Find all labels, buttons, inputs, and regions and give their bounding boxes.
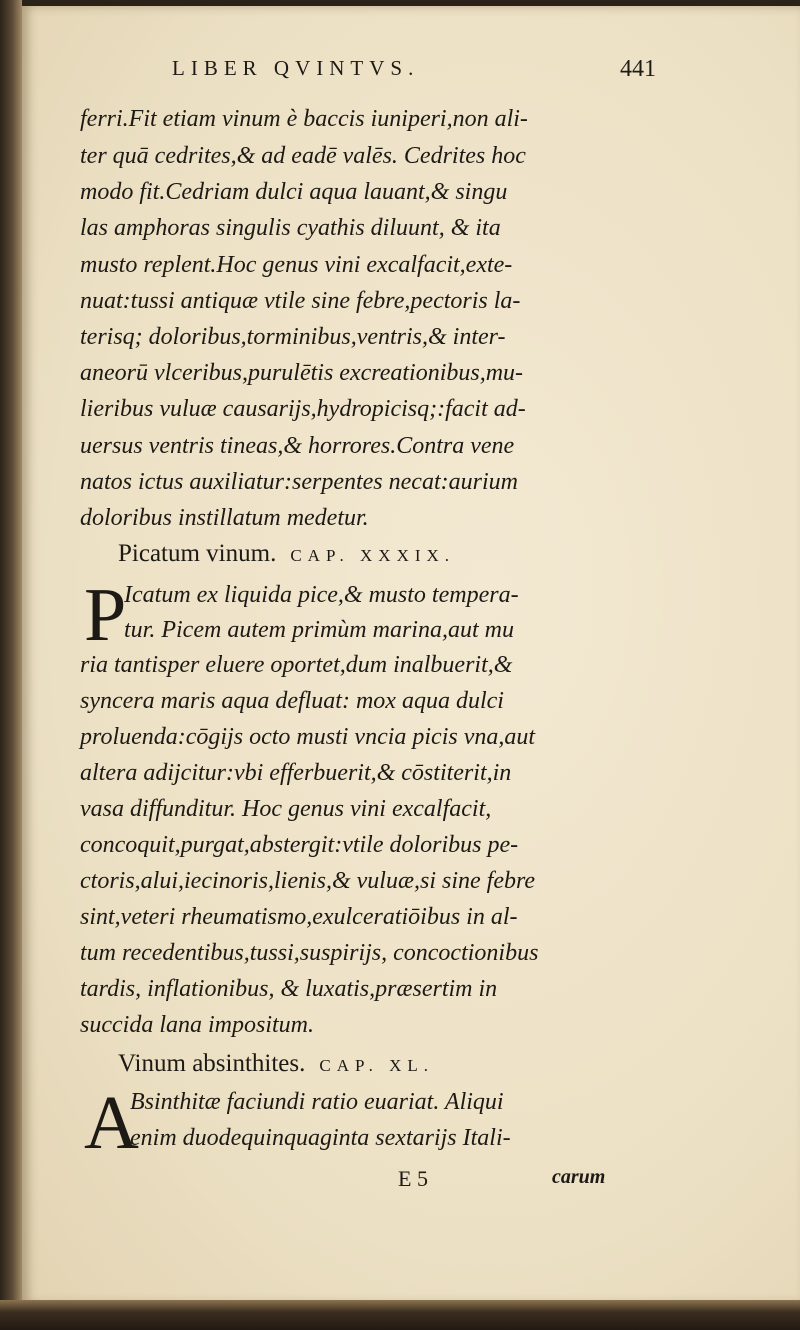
- chapter-heading: [118, 1050, 434, 1078]
- text-line: syncera maris aqua defluat: mox aqua dulci: [80, 688, 504, 714]
- text-line: doloribus instillatum medetur.: [80, 505, 369, 531]
- chapter-heading: [118, 540, 455, 568]
- text-line: Icatum ex liquida pice,& musto tempera-: [124, 582, 519, 608]
- text-line: sint,veteri rheumatismo,exulceratiōibus in al-: [80, 904, 518, 930]
- page-bottom-edge: [0, 1300, 800, 1330]
- text-line: tardis, inflationibus, & luxatis,præsertim in: [80, 976, 498, 1002]
- text-line: terisq; doloribus,torminibus,ventris,& inter-: [80, 324, 506, 350]
- chapter-title: Picatum vinum.: [118, 540, 277, 567]
- text-line: modo fit.Cedriam dulci aqua lauant,& singu: [80, 179, 508, 205]
- text-line: Bsinthitæ faciundi ratio euariat. Aliqui: [130, 1089, 504, 1115]
- text-line: succida lana impositum.: [80, 1012, 314, 1038]
- page-number: 441: [620, 56, 656, 82]
- chapter-number: CAP. XL.: [319, 1056, 434, 1075]
- text-line: tum recedentibus,tussi,suspirijs, concoctionibus: [80, 940, 539, 966]
- text-line: proluenda:cōgijs octo musti vncia picis vna,aut: [80, 724, 536, 750]
- text-line: aneorū vlceribus,purulētis excreationibus,mu-: [80, 360, 524, 386]
- text-line: lieribus vuluæ causarijs,hydropicisq;:facit ad-: [80, 396, 526, 422]
- book-binding: [0, 0, 22, 1330]
- drop-cap: A: [84, 1081, 139, 1165]
- text-line: ria tantisper eluere oportet,dum inalbuerit,&: [80, 652, 513, 678]
- text-line: tur. Picem autem primùm marina,aut mu: [124, 617, 514, 643]
- text-line: concoquit,purgat,abstergit:vtile doloribus pe-: [80, 832, 519, 858]
- signature-mark: E 5: [398, 1166, 428, 1191]
- text-line: las amphoras singulis cyathis diluunt, & ita: [80, 215, 501, 241]
- running-title: LIBER QVINTVS.: [172, 56, 420, 80]
- text-line: musto replent.Hoc genus vini excalfacit,exte-: [80, 252, 513, 278]
- text-line: vasa diffunditur. Hoc genus vini excalfacit,: [80, 796, 492, 822]
- text-line: ter quā cedrites,& ad eadē valēs. Cedrites hoc: [80, 143, 526, 169]
- text-line: altera adijcitur:vbi efferbuerit,& cōstiterit,in: [80, 760, 512, 786]
- chapter-title: Vinum absinthites.: [118, 1050, 306, 1077]
- chapter-number: CAP. XXXIX.: [290, 546, 456, 565]
- text-line: uersus ventris tineas,& horrores.Contra vene: [80, 433, 515, 459]
- text-line: ctoris,alui,iecinoris,lienis,& vuluæ,si sine febre: [80, 868, 536, 894]
- text-line: natos ictus auxiliatur:serpentes necat:aurium: [80, 469, 518, 495]
- text-line: enim duodequinquaginta sextarijs Itali-: [130, 1125, 511, 1151]
- drop-cap: P: [84, 573, 127, 657]
- catchword: carum: [552, 1166, 606, 1188]
- text-line: nuat:tussi antiquæ vtile sine febre,pectoris la-: [80, 288, 521, 314]
- text-line: ferri.Fit etiam vinum è baccis iuniperi,non ali-: [80, 106, 528, 132]
